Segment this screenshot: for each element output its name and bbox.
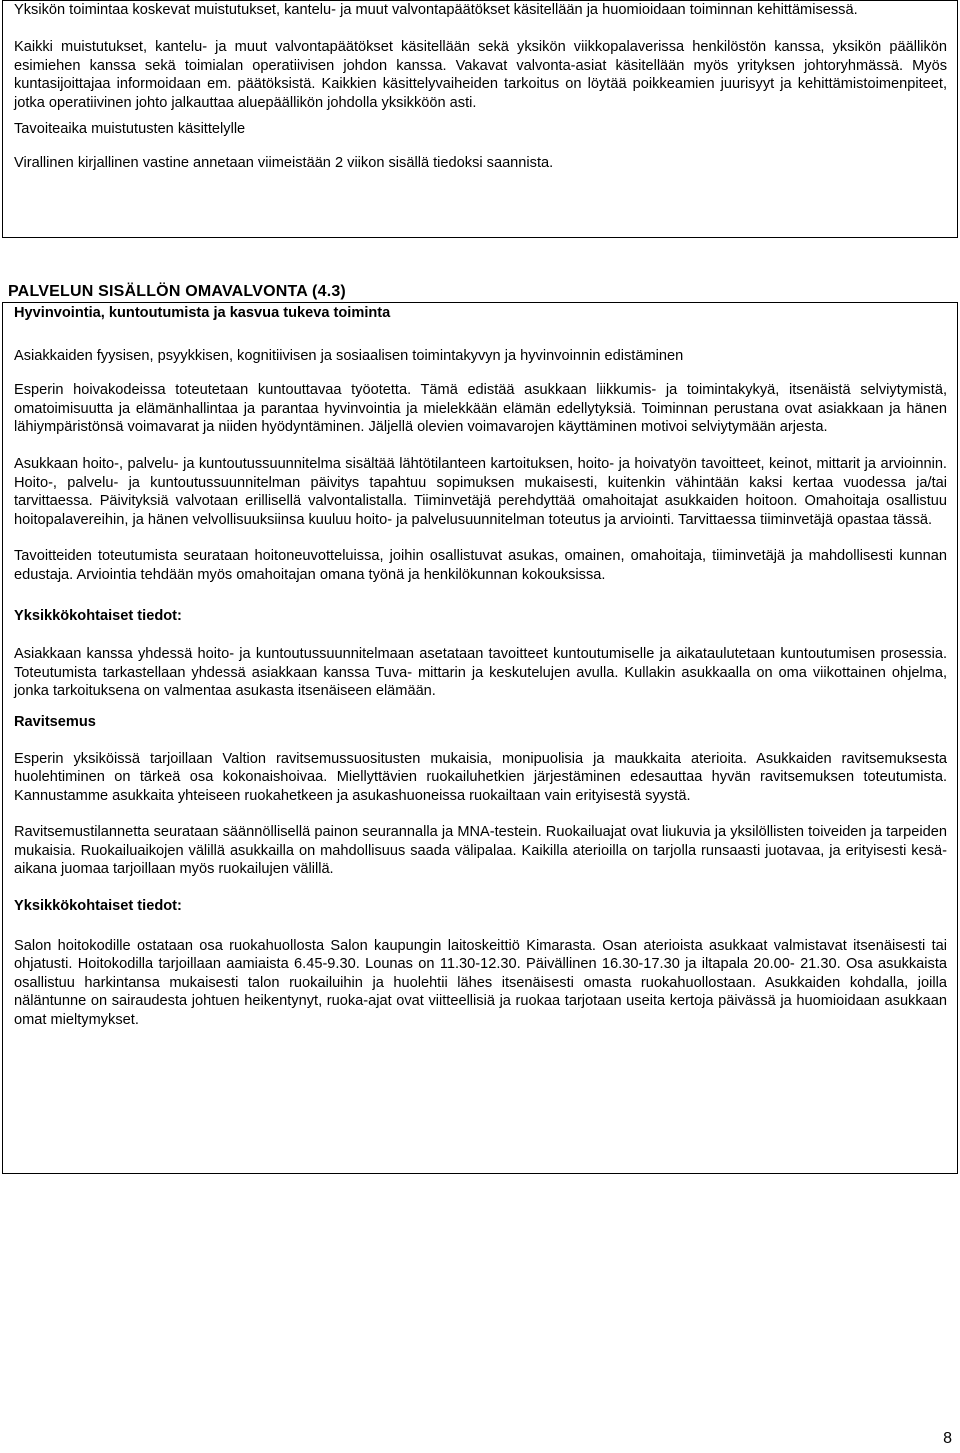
complaints-intro: Yksikön toimintaa koskevat muistutukset, kantelu- ja muut valvontapäätökset käsitellään ja huomioidaan toiminnan kehittämisessä. — [14, 2, 858, 18]
goal-followup-paragraph: Tavoitteiden toteutumista seurataan hoitoneuvotteluissa, joihin osallistuvat asukas, omainen, omahoitaja, tiiminvetäjä ja mahdollisesti kunnan edustaja. Arviointia tehdään myös omahoitajan omana työnä ja henkilökunnan kokouksissa. — [14, 548, 947, 583]
target-time-label: Tavoiteaika muistutusten käsittelylle — [14, 120, 246, 137]
functional-ability-subheading: Asiakkaiden fyysisen, psyykkisen, kognitiivisen ja sosiaalisen toimintakyvyn ja hyvinvoinnin edistäminen — [14, 347, 684, 364]
unit-rehabilitation-paragraph: Asiakkaan kanssa yhdessä hoito- ja kuntoutussuunnitelmaan asetataan tavoitteet kuntoutumiselle ja aikataulutetaan kuntoutumisen prosessia. Toteutumista tarkastellaan yhdessä asiakkaan kanssa Tuva- mittarin ja keskutelujen avulla. Kullakin asukkaalla on oma viikottainen ohjelma, jonka tarkoituksena on valmentaa asukasta itsenäiseen elämään. — [14, 646, 947, 700]
wellbeing-box — [2, 302, 958, 1174]
nutrition-heading: Ravitsemus — [14, 713, 96, 730]
unit-specific-heading-1: Yksikkökohtaiset tiedot: — [14, 607, 182, 624]
section-title: PALVELUN SISÄLLÖN OMAVALVONTA (4.3) — [8, 283, 346, 300]
complaints-box — [2, 0, 958, 238]
wellbeing-heading: Hyvinvointia, kuntoutumista ja kasvua tukeva toiminta — [14, 305, 391, 321]
nutrition-monitoring-paragraph: Ravitsemustilannetta seurataan säännöllisellä painon seurannalla ja MNA-testein. Ruokailuajat ovat liukuvia ja yksilöllisten toiveiden ja tarpeiden mukaisia. Ruokailuaikojen välillä asukkailla on mahdollisuus saada välipalaa. Kaikilla aterioilla on tarjolla runsaasti juotavaa, ja erityisesti kesä-aikana juomaa tarjoillaan myös ruokailujen välillä. — [14, 824, 947, 878]
page-number: 8 — [943, 1430, 952, 1447]
unit-specific-heading-2: Yksikkökohtaiset tiedot: — [14, 898, 182, 915]
rehabilitation-paragraph: Esperin hoivakodeissa toteutetaan kuntouttavaa työotetta. Tämä edistää asukkaan liikkumis- ja toimintakykyä, itsenäistä selviytymistä, omatoimisuutta ja elämänhallintaa ja parantaa hyvinvointia ja mielekkään elämän edellytyksiä. Toiminnan perustana ovat asiakkaan ja hänen lähiympäristönsä voimavarat ja niiden hyödyntäminen. Jäljellä olevien voimavarojen käyttäminen motivoi selviytymään arjesta. — [14, 382, 947, 436]
complaints-handling: Kaikki muistutukset, kantelu- ja muut valvontapäätökset käsitellään sekä yksikön viikkopalaverissa henkilöstön kanssa, yksikön päällikön esimiehen kanssa sekä toimialan operatiivisen johdon kanssa. Vakavat valvonta-asiat käsitellään myös yrityksen johtoryhmässä. Myös kuntasijoittajaa informoidaan em. päätöksistä. Kaikkien käsittelyvaiheiden tarkoitus on löytää poikkeamien juurisyyt ja kehittämistoimenpiteet, jotka operatiivinen johto jalkauttaa aluepäällikön johdolla yksikköön asti. — [14, 39, 947, 111]
target-time-value: Virallinen kirjallinen vastine annetaan viimeistään 2 viikon sisällä tiedoksi saannista. — [14, 155, 554, 172]
unit-meals-paragraph: Salon hoitokodille ostataan osa ruokahuollosta Salon kaupungin laitoskeittiö Kimarasta. Osan aterioista asukkaat valmistavat itsenäisesti tai ohjatusti. Hoitokodilla tarjoillaan aamiaista 6.45-9.30. Lounas on 11.30-12.30. Päivällinen 16.30-17.30 ja iltapala 20.00- 21.30. Osa asukkaista osallistuu harkintansa mukaisesti talon ruokailuihin ja huolehtii lähes itsenäisesti omasta ruokahuollostaan. Asukkaiden kohdalla, joilla näläntunne on sairaudesta johtuen heikentynyt, ruoka-ajat ovat viitteellisiä ja ruokaa tarjotaan useita kertoja päivässä ja huomioidaan asukkaan omat mieltymykset. — [14, 937, 947, 1029]
care-plan-paragraph: Asukkaan hoito-, palvelu- ja kuntoutussuunnitelma sisältää lähtötilanteen kartoituksen, hoito- ja hoivatyön tavoitteet, keinot, mittarit ja arvioinnin. Hoito-, palvelu- ja kuntoutussuunnitelman päivitys tapahtuu sopimuksen mukaisesti, kuitenkin vähintään kaksi kertaa vuodessa ja/tai tarvittaessa. Päivityksiä valvotaan erillisellä valvontalistalla. Tiiminvetäjä perehdyttää omahoitajat asukkaiden hoitoon. Omahoitaja osallistuu hoitopalavereihin, ja hänen velvollisuuksiinsa kuuluu hoito- ja palvelusuunnitelman toteutus ja arviointi. Tarvittaessa tiiminvetäjä opastaa tässä. — [14, 455, 947, 528]
nutrition-paragraph: Esperin yksiköissä tarjoillaan Valtion ravitsemussuositusten mukaisia, monipuolisia ja maukkaita aterioita. Asukkaiden ravitsemuksesta huolehtiminen on tärkeä osa kokonaishoivaa. Miellyttävien ruokailuhetkien järjestäminen edesauttaa hyvän ravitsemuksen toteutumista. Kannustamme asukkaita yhteiseen ruokahetkeen ja asukashuoneissa ruokailtaan vain erityisestä syystä. — [14, 750, 947, 804]
